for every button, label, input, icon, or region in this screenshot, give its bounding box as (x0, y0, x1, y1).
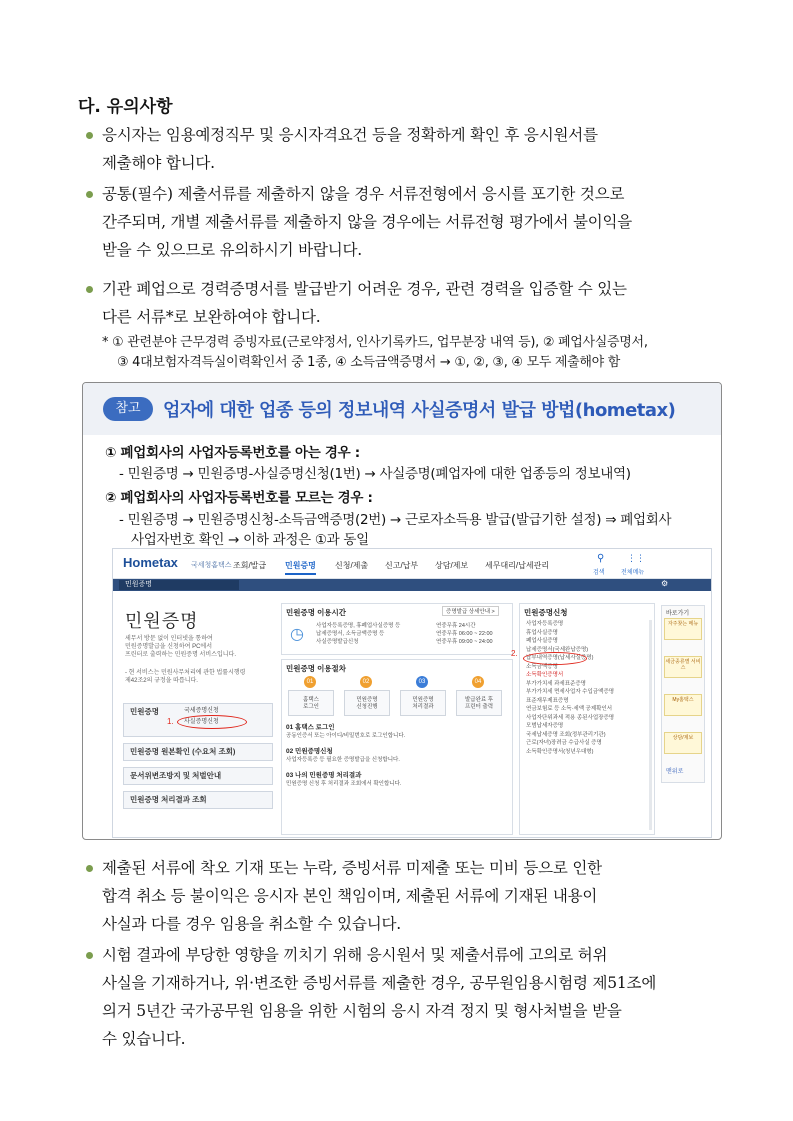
nav-tax-agent[interactable]: 세무대리/납세관리 (485, 561, 550, 570)
process-desc: 01 홈택스 로그인 공동인증서 또는 아이디/비밀번호로 로그인합니다. 02 민원증명신청 사업자등록증 등 필요한 증명발급을 신청합니다. 03 나의 민원증명 처리결과 민원증명 신청 후 처리결과 조회에서 확인합니다. (286, 724, 406, 787)
hours-detail-button[interactable]: 증명발급 상세안내 > (442, 606, 499, 616)
case1-title: ① 폐업회사의 사업자등록번호를 아는 경우 : (105, 445, 360, 461)
bullet-dot-icon (86, 952, 93, 959)
notice-bullet-4: 제출된 서류에 착오 기재 또는 누락, 증빙서류 미제출 또는 미비 등으로 인한 합격 취소 등 불이익은 응시자 본인 책임이며, 제출된 서류에 기재된 내용이 사실과 다를 경우 임용을 취소할 수 있습니다. (86, 854, 726, 938)
reference-header (83, 383, 721, 435)
apply-item[interactable]: 사업자등록증명 (526, 621, 564, 627)
apply-item[interactable]: 부가가치세 면세사업자 수입금액증명 (526, 689, 615, 695)
notice-bullet-1: 응시자는 임용예정직무 및 응시자격요건 등을 정확하게 확인 후 응시원서를 제출해야 합니다. (86, 121, 726, 177)
bullet-dot-icon (86, 286, 93, 293)
left-menu-civil-cert[interactable]: 민원증명 국세증명신청 사실증명신청 (123, 703, 273, 737)
apply-item[interactable]: 휴업사실증명 (526, 629, 558, 636)
apply-item[interactable]: 표준재무제표증명 (526, 697, 569, 704)
submenu-fact-cert[interactable]: 사실증명신청 (184, 719, 219, 725)
quick-consult[interactable]: 상담/제보 (664, 732, 702, 754)
footnote: * ① 관련분야 근무경력 증빙자료(근로약정서, 인사기록카드, 업무분장 내역 등), ② 폐업사실증명서, ③ 4대보험자격득실이력확인서 중 1종, ④ 소득금액증명서 → ①, ②, ③, ④ 모두 제출해야 함 (102, 335, 648, 370)
settings-icon[interactable]: ⚙ (661, 579, 669, 588)
step-4[interactable]: 발급완료 후 프린터 출력 (456, 690, 502, 716)
nav-lookup[interactable]: 조회/발급 (233, 561, 267, 570)
apply-title: 민원증명신청 (524, 608, 568, 617)
hometax-logo-sub: 국세청홈택스 (191, 562, 232, 569)
intro-law: - 현 서비스는 민원사무처리에 관한 법률시행령 제42조2의 규정을 따릅니다. (125, 670, 246, 684)
apply-item-income[interactable]: 소득확인증명서 (526, 672, 564, 678)
notice-bullet-3: 기관 폐업으로 경력증명서를 발급받기 어려운 경우, 관련 경력을 입증할 수 있는 다른 서류*로 보완하여야 합니다. (86, 275, 726, 331)
clock-icon: ◷ (290, 626, 304, 643)
notice-bullet-5: 시험 결과에 부당한 영향을 끼치기 위해 응시원서 및 제출서류에 고의로 허위 사실을 기재하거나, 위·변조한 증빙서류를 제출한 경우, 공무원임용시험령 제51조에 의거 5년간 국가공무원 임용을 위한 시험의 응시 자격 정지 및 형사처벌을 받을 수 있습니다. (86, 941, 726, 1053)
apply-item[interactable]: 모범납세자증명 (526, 723, 564, 729)
left-menu-forgery-prevention[interactable]: 문서위변조방지 및 처벌안내 (123, 767, 273, 785)
search-icon[interactable]: ⚲ (597, 553, 605, 564)
nav-apply[interactable]: 신청/제출 (335, 561, 369, 570)
case1-line: - 민원증명 → 민원증명-사실증명신청(1번) → 사실증명(폐업자에 대한 업종등의 정보내역) (119, 466, 631, 482)
intro-text: 세무서 방문 없이 인터넷을 통하여 민원증명발급을 신청하여 PC에서 프린터로 출력하는 민원증명 서비스입니다. (125, 636, 236, 658)
apply-item[interactable]: 사업자단위과세 적용 종된사업장증명 (526, 714, 615, 721)
hometax-screenshot (112, 548, 712, 838)
reference-title: 업자에 대한 업종 등의 정보내역 사실증명서 발급 방법(hometax) (163, 400, 676, 421)
step-1[interactable]: 홈택스 로그인 (288, 690, 334, 716)
hours-panel (281, 603, 513, 655)
hometax-logo[interactable]: Hometax (123, 555, 178, 570)
page-title: 민원증명 (125, 611, 199, 631)
hometax-header (113, 549, 711, 579)
quick-tax-service[interactable]: 세금종류별 서비스 (664, 656, 702, 678)
section-heading: 다. 유의사항 (78, 97, 173, 117)
apply-item[interactable]: 폐업사실증명 (526, 638, 558, 644)
nav-civil-cert[interactable]: 민원증명 (285, 560, 316, 575)
step-3-badge: 03 (416, 676, 428, 688)
all-menu-icon[interactable]: ⋮⋮ (627, 553, 645, 563)
apply-item[interactable]: 소득확인증명서(청년우대형) (526, 748, 594, 755)
search-label: 검색 (593, 570, 605, 576)
hours-list: 사업자등록증명, 휴폐업사실증명 등 연중무휴 24시간 납세증명서, 소득금액증명 등 연중무휴 06:00 ~ 22:00 사실증명발급신청 연중무휴 09:00 ~ 24:00 (316, 623, 493, 645)
scroll-top-button[interactable]: 맨위로 (666, 769, 684, 775)
apply-list (526, 620, 646, 756)
quick-title: 바로가기 (666, 611, 690, 617)
step-3[interactable]: 민원증명 처리결과 (400, 690, 446, 716)
step-2-badge: 02 (360, 676, 372, 688)
left-menu-verify-original[interactable]: 민원증명 원본확인 (수요처 조회) (123, 743, 273, 761)
notice-bullet-2: 공통(필수) 제출서류를 제출하지 않을 경우 서류전형에서 응시를 포기한 것으로 간주되며, 개별 제출서류를 제출하지 않을 경우에는 서류전형 평가에서 불이익을 받을 수 있으므로 유의하시기 바랍니다. (86, 180, 726, 264)
apply-item[interactable]: 소득금액증명 (526, 663, 558, 670)
apply-scrollbar[interactable] (649, 620, 652, 830)
process-panel (281, 659, 513, 835)
step-1-badge: 01 (304, 676, 316, 688)
reference-pill: 참고 (103, 397, 153, 421)
quick-links (661, 605, 705, 783)
apply-item[interactable]: 연금보험료 등 소득·세액 공제확인서 (526, 706, 613, 712)
step-2[interactable]: 민원증명 신청진행 (344, 690, 390, 716)
breadcrumb-bar (113, 579, 711, 591)
hours-title: 민원증명 이용시간 (286, 608, 347, 617)
submenu-national-tax[interactable]: 국세증명신청 (184, 708, 219, 714)
case2-line-1: - 민원증명 → 민원증명신청-소득금액증명(2번) → 근로자소득용 발급(발급기한 설정) ⇒ 폐업회사 (119, 512, 672, 528)
bullet-dot-icon (86, 865, 93, 872)
all-menu-label: 전체메뉴 (621, 570, 645, 576)
apply-item[interactable]: 부가가치세 과세표준증명 (526, 680, 586, 687)
quick-my-hometax[interactable]: My홈택스 (664, 694, 702, 716)
apply-item[interactable]: 납부내역증명(납세사실증명) (526, 655, 594, 661)
left-menu-result-lookup[interactable]: 민원증명 처리결과 조회 (123, 791, 273, 809)
apply-item[interactable]: 근로(자녀)장려금 수급사실 증명 (526, 740, 602, 746)
bullet-dot-icon (86, 132, 93, 139)
breadcrumb[interactable]: 민원증명 (119, 580, 239, 590)
highlight-number-2: 2. (511, 649, 518, 658)
case2-title: ② 폐업회사의 사업자등록번호를 모르는 경우 : (105, 490, 373, 506)
nav-report[interactable]: 신고/납부 (385, 561, 419, 570)
bullet-dot-icon (86, 191, 93, 198)
apply-item[interactable]: 납세증명서(국세완납증명) (526, 646, 589, 653)
apply-item[interactable]: 국세납세증명 조회(정부관리기관) (526, 731, 606, 738)
step-4-badge: 04 (472, 676, 484, 688)
process-title: 민원증명 이용절차 (286, 664, 347, 673)
case2-line-2: 사업자번호 확인 → 이하 과정은 ①과 동일 (131, 532, 369, 548)
nav-consult[interactable]: 상담/제보 (435, 561, 469, 570)
highlight-ellipse-2 (523, 652, 587, 665)
highlight-ellipse-1 (177, 715, 247, 729)
apply-panel (519, 603, 655, 835)
quick-frequent-menu[interactable]: 자주찾는 메뉴 (664, 618, 702, 640)
highlight-number-1: 1. (167, 717, 174, 726)
